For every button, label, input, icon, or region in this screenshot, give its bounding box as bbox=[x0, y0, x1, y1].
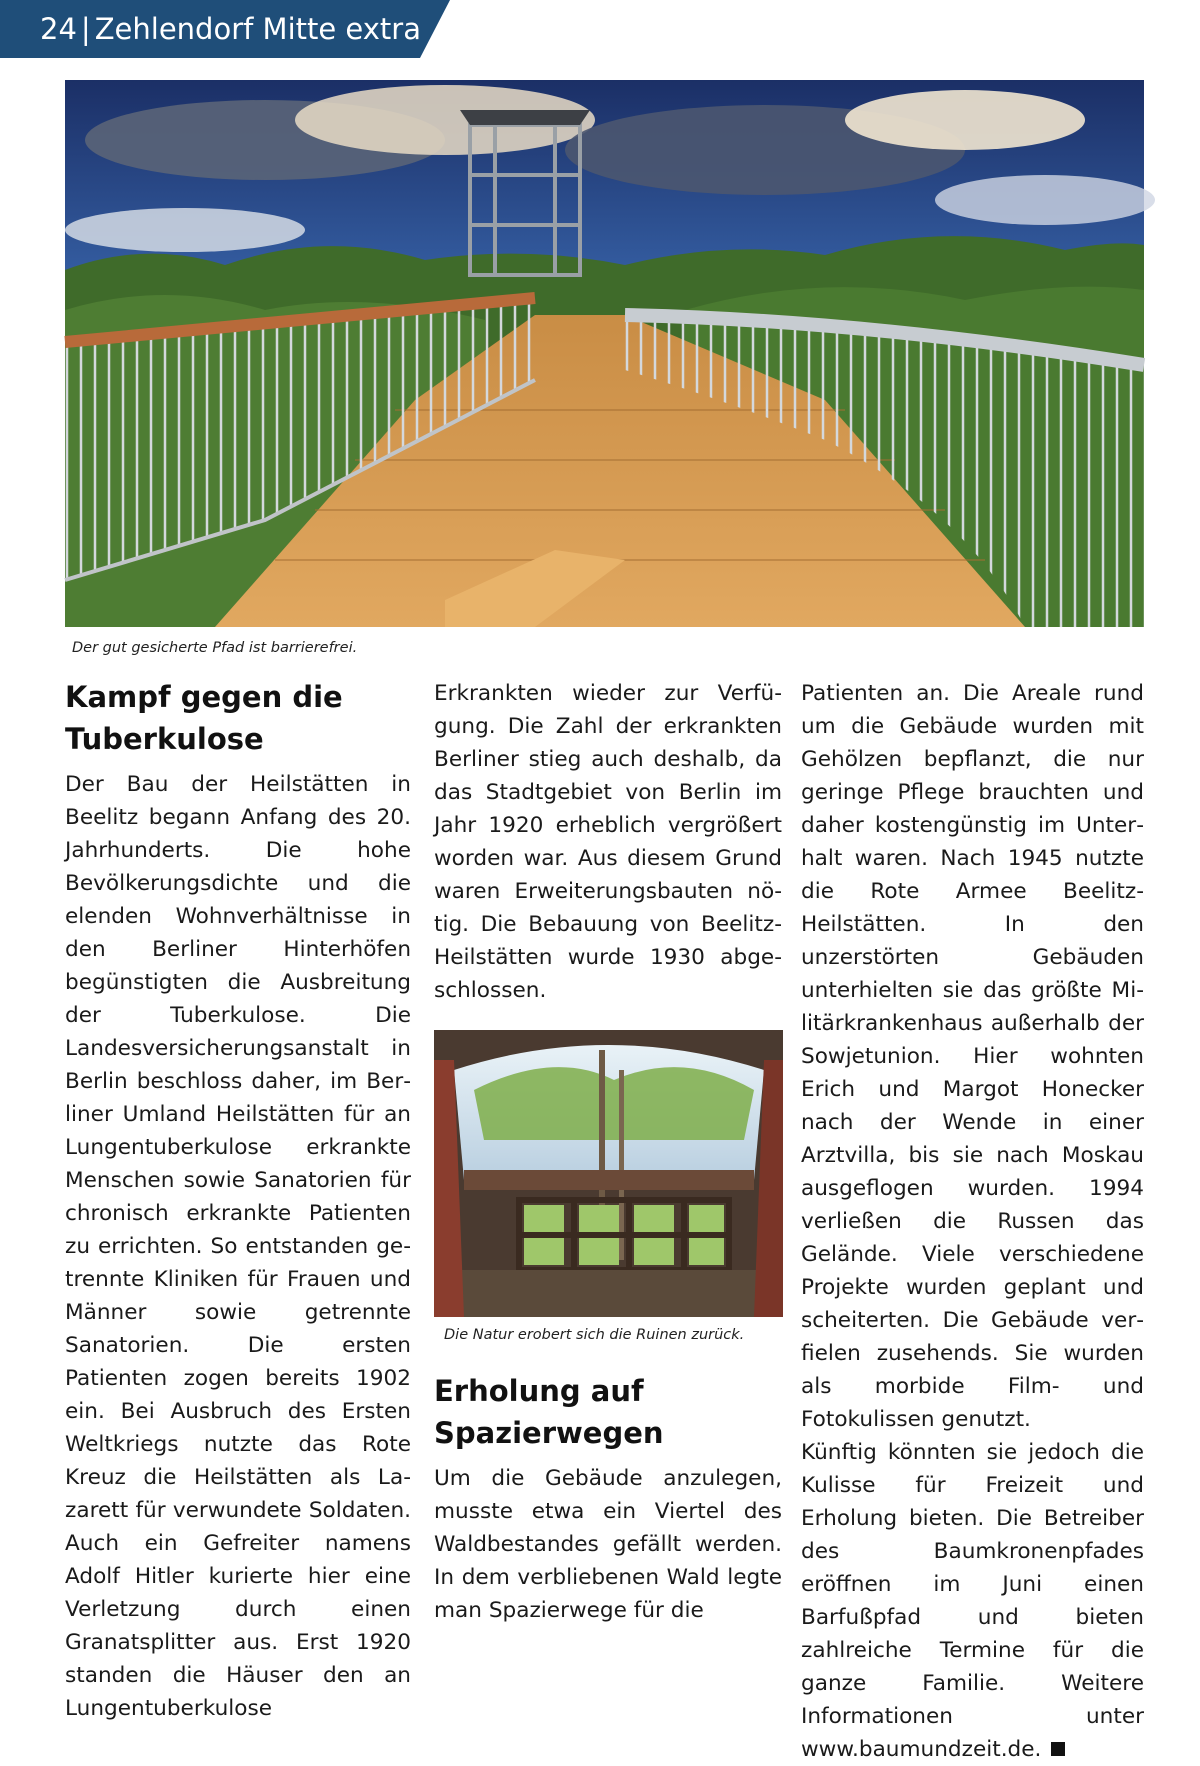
col3-paragraph-2 bbox=[801, 1436, 1144, 1766]
header-separator: | bbox=[80, 12, 91, 46]
section-header bbox=[0, 0, 450, 58]
treetop-walkway-photo bbox=[65, 80, 1144, 627]
col3-paragraph-1: Patienten an. Die Areale rund um die Gebäude wurden mit Gehölzen bepflanzt, die nur geringe Pflege brauchten und daher kostengünstig im Unterhalt waren. Nach 1945 nutzte die Rote Armee Beelitz-Heilstätten. In den unzerstörten Gebäuden unterhielten sie das größte Militärkrankenhaus außerhalb der Sowjetunion. Hier wohnten Erich und Margot Honecker nach der Wende in einer Arztvilla, bis sie nach Moskau ausgeflogen wurden. 1994 verließen die Russen das Gelände. Viele verschiedene Projekte wurden geplant und scheiterten. Die Gebäude verfielen zusehends. Sie wurden als morbide Film- und Fotokulissen genutzt. bbox=[801, 681, 1144, 1432]
ruins-photo bbox=[434, 1030, 783, 1317]
col1-paragraph: Der Bau der Heilstätten in Beelitz begann Anfang des 20. Jahrhunderts. Die hohe Bevölkerungsdichte und die elenden Wohnverhältnisse in den Berliner Hinterhöfen begünstigten die Ausbreitung der Tuberkulose. Die Landesversicherungsanstalt in Berlin beschloss daher, im Berliner Umland Heilstätten für an Lungentuberkulose erkrankte Menschen sowie Sanatorien für chronisch erkrankte Patienten zu errichten. So entstanden getrennte Kliniken für Frauen und Männer sowie getrennte Sanatorien. Die ersten Patienten zogen bereits 1902 ein. Bei Ausbruch des Ersten Weltkriegs nutzte das Rote Kreuz die Heilstätten als Lazarett für verwundete Soldaten. Auch ein Gefreiter namens Adolf Hitler kurierte hier eine Verletzung durch einen Granatsplitter aus. Erst 1920 standen die Häuser den an Lungentuberkulose bbox=[65, 772, 411, 1721]
col3-paragraph-2-text: Künftig könnten sie jedoch die Kulisse für Freizeit und Erholung bieten. Die Betreiber des Baumkronenpfades eröffnen im Juni einen Barfußpfad und bieten zahlreiche Termine für die ganze Familie. Weitere Informationen unter www.baumundzeit.de. bbox=[801, 1440, 1144, 1762]
col2-paragraph: Erkrankten wieder zur Verfügung. Die Zahl der erkrankten Berliner stieg auch deshalb, da das Stadtgebiet von Berlin im Jahr 1920 erheblich vergrößert worden war. Aus diesem Grund waren Erweiterungsbauten nötig. Die Bebauung von Beelitz-Heilstätten wurde 1930 abgeschlossen. bbox=[434, 681, 782, 1003]
article-heading-2: Erholung auf Spazierwegen bbox=[434, 1374, 664, 1450]
article-heading-1: Kampf gegen die Tuberkulose bbox=[65, 680, 343, 756]
walkway-illustration bbox=[65, 80, 1144, 627]
article-column-2-top bbox=[434, 677, 782, 1007]
article-column-3 bbox=[801, 677, 1144, 1766]
header-text bbox=[40, 14, 421, 44]
article-column-2-bottom bbox=[434, 1462, 782, 1627]
ruins-photo-caption: Die Natur erobert sich die Ruinen zurück. bbox=[444, 1327, 745, 1343]
article-column-1 bbox=[65, 768, 411, 1725]
ruins-illustration bbox=[434, 1030, 783, 1317]
col2b-paragraph: Um die Gebäude anzulegen, musste etwa ein Viertel des Waldbestandes gefällt werden. In dem verbliebenen Wald legte man Spazierwege für die bbox=[434, 1466, 782, 1623]
end-of-article-mark bbox=[1051, 1742, 1065, 1756]
page-number: 24 bbox=[40, 12, 77, 46]
main-photo-caption: Der gut gesicherte Pfad ist barrierefrei. bbox=[72, 640, 358, 656]
section-title: Zehlendorf Mitte extra bbox=[94, 12, 421, 46]
